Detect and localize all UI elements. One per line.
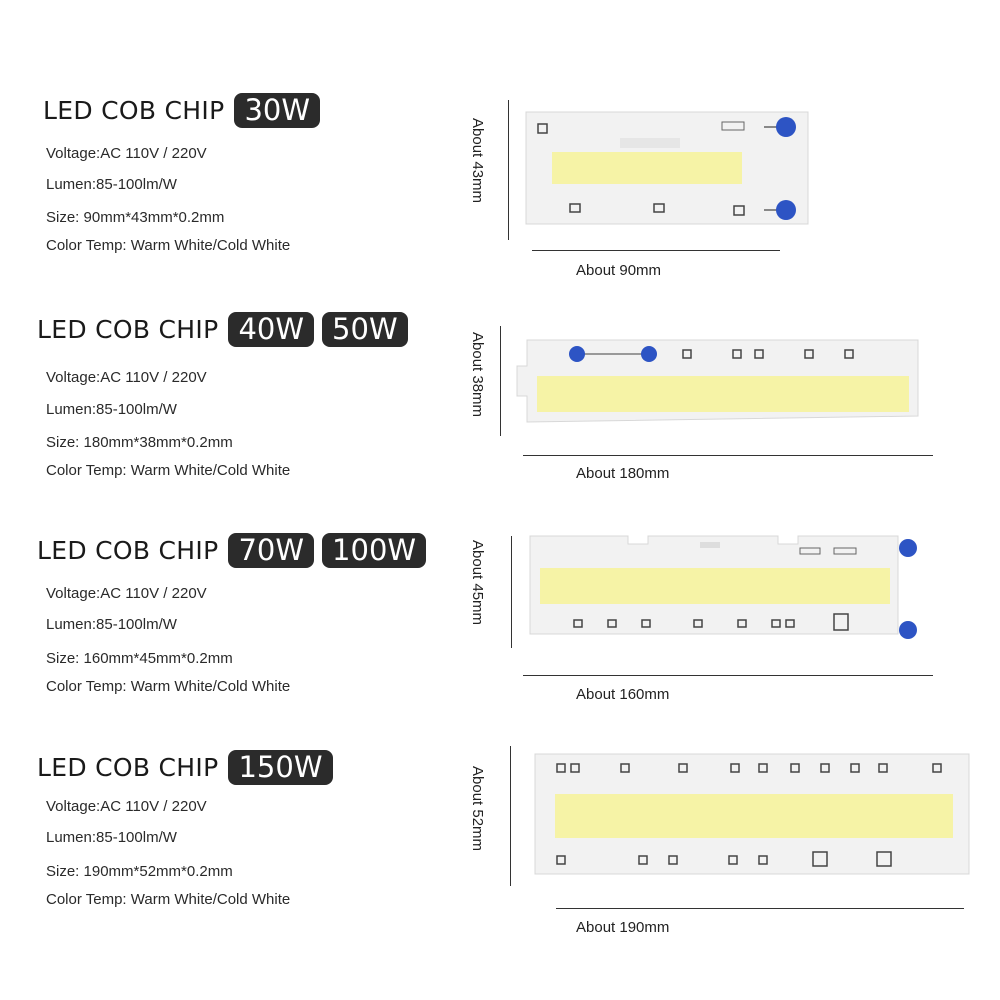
cob-chip-70w-image <box>528 530 928 640</box>
wattage-badge: 40W <box>228 312 314 347</box>
size-text: Size: 160mm*45mm*0.2mm <box>46 650 233 667</box>
height-dimension-line <box>500 326 501 436</box>
chip-title: LED COB CHIP <box>37 315 219 344</box>
size-text: Size: 190mm*52mm*0.2mm <box>46 863 233 880</box>
chip-title: LED COB CHIP <box>43 96 225 125</box>
width-label: About 180mm <box>576 465 670 482</box>
width-label: About 160mm <box>576 686 670 703</box>
height-label: About 43mm <box>469 118 486 204</box>
voltage-text: Voltage:AC 110V / 220V <box>46 798 207 815</box>
cob-chip-150w-image <box>533 752 973 876</box>
width-dimension-line <box>523 675 933 676</box>
wattage-badge: 30W <box>234 93 320 128</box>
height-dimension-line <box>508 100 509 240</box>
color-temp-text: Color Temp: Warm White/Cold White <box>46 678 291 695</box>
lumen-text: Lumen:85-100lm/W <box>46 176 177 193</box>
width-dimension-line <box>532 250 780 251</box>
chip-title: LED COB CHIP <box>37 536 219 565</box>
wattage-badge: 150W <box>228 750 332 785</box>
color-temp-text: Color Temp: Warm White/Cold White <box>46 237 291 254</box>
lumen-text: Lumen:85-100lm/W <box>46 401 177 418</box>
height-dimension-line <box>511 536 512 648</box>
title-row <box>43 93 320 128</box>
wattage-badge: 100W <box>322 533 426 568</box>
width-label: About 190mm <box>576 919 670 936</box>
width-dimension-line <box>523 455 933 456</box>
title-row <box>37 312 408 347</box>
width-label: About 90mm <box>576 262 662 279</box>
height-label: About 52mm <box>469 766 486 852</box>
cob-chip-40w-image <box>513 336 928 426</box>
voltage-text: Voltage:AC 110V / 220V <box>46 145 207 162</box>
title-row <box>37 750 333 785</box>
height-label: About 45mm <box>469 540 486 626</box>
width-dimension-line <box>556 908 964 909</box>
color-temp-text: Color Temp: Warm White/Cold White <box>46 462 291 479</box>
height-dimension-line <box>510 746 511 886</box>
wattage-badge: 70W <box>228 533 314 568</box>
size-text: Size: 90mm*43mm*0.2mm <box>46 209 225 226</box>
chip-title: LED COB CHIP <box>37 753 219 782</box>
size-text: Size: 180mm*38mm*0.2mm <box>46 434 233 451</box>
title-row <box>37 533 426 568</box>
voltage-text: Voltage:AC 110V / 220V <box>46 369 207 386</box>
lumen-text: Lumen:85-100lm/W <box>46 616 177 633</box>
height-label: About 38mm <box>469 332 486 418</box>
color-temp-text: Color Temp: Warm White/Cold White <box>46 891 291 908</box>
cob-chip-30w-image <box>524 110 814 226</box>
voltage-text: Voltage:AC 110V / 220V <box>46 585 207 602</box>
lumen-text: Lumen:85-100lm/W <box>46 829 177 846</box>
wattage-badge: 50W <box>322 312 408 347</box>
